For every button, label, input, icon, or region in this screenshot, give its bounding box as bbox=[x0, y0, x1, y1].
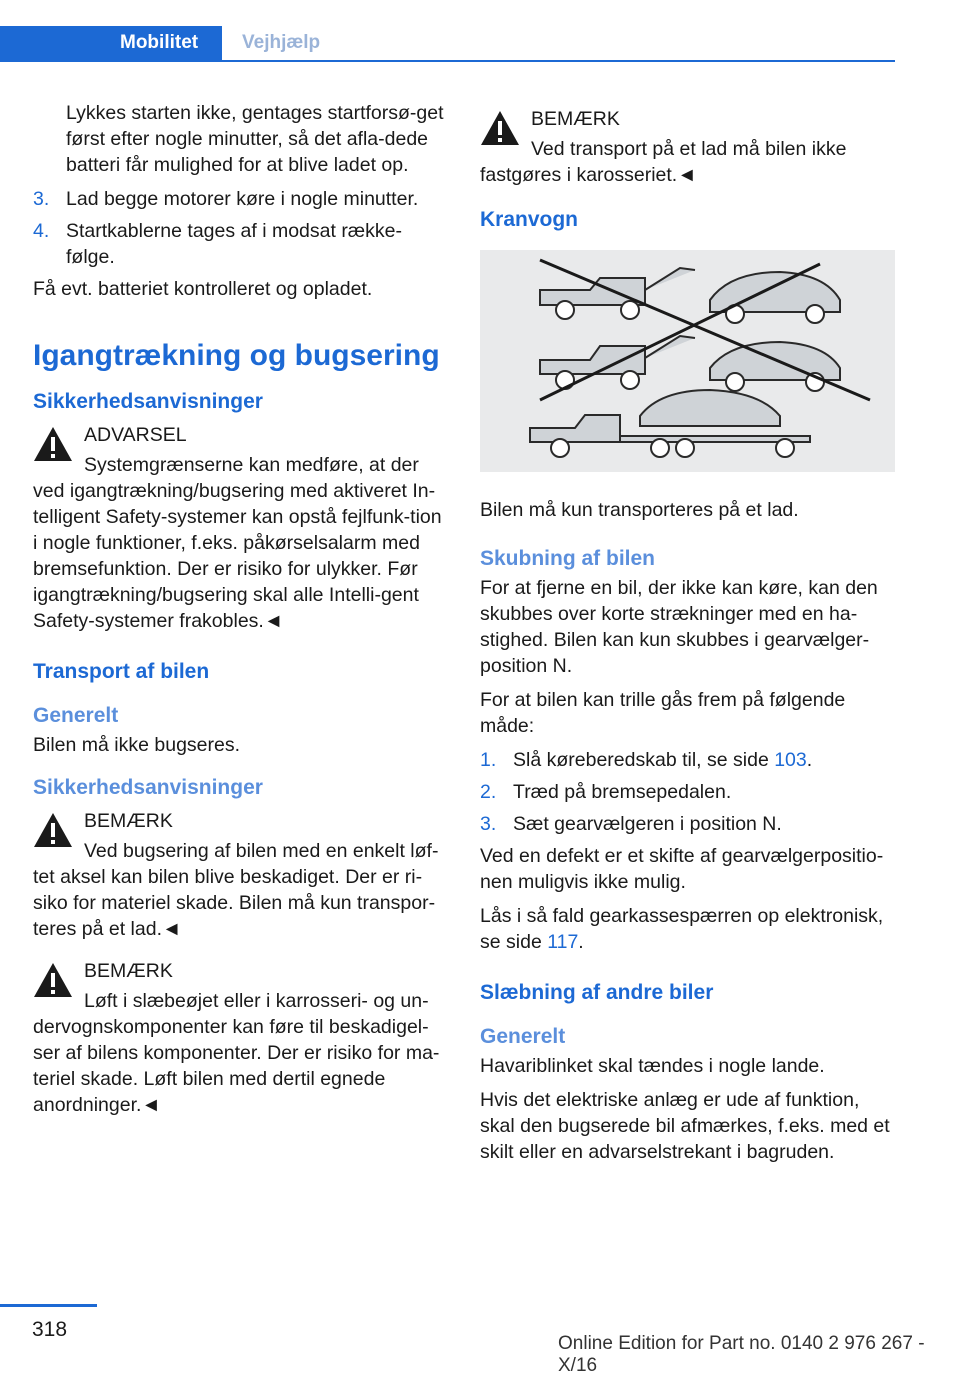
note-label: BEMÆRK bbox=[84, 960, 173, 982]
list-item bbox=[33, 186, 449, 212]
warning-rest: ved igangtrækning/bugsering med aktiveret In-telligent Safety-systemer kan opstå fejlfunk-tion i nogle funktioner, f.eks. påkørselsalarm med bremsefunktion. Der er risiko for ulykker. Før igangtrækning/bugsering skal alle Intelli-gent Safety-systemer frakobles.◄ bbox=[33, 480, 442, 632]
page-header bbox=[0, 0, 895, 62]
steps-list-right bbox=[480, 747, 896, 837]
note-block bbox=[33, 958, 449, 1118]
kranvogn-heading: Kranvogn bbox=[480, 208, 579, 231]
page-link[interactable]: 117 bbox=[547, 931, 579, 953]
havari-text: Havariblinket skal tændes i nogle lande. bbox=[480, 1055, 825, 1077]
step-number: 3. bbox=[480, 813, 497, 835]
safety-heading: Sikkerhedsanvisninger bbox=[33, 390, 263, 413]
warning-icon bbox=[33, 426, 73, 462]
step-text: Lad begge motorer køre i nogle minutter. bbox=[66, 188, 419, 210]
warning-block bbox=[33, 422, 449, 634]
generelt-heading: Generelt bbox=[33, 704, 119, 727]
step-text: Sæt gearvælgeren i position N. bbox=[513, 813, 782, 835]
left-column bbox=[33, 100, 449, 1134]
note-first-line: Ved bugsering af bilen med en enkelt løf- bbox=[84, 840, 439, 862]
step-text: Slå køreberedskab til, se side bbox=[513, 749, 775, 771]
note-block bbox=[33, 808, 449, 942]
step-text-after: . bbox=[806, 749, 813, 771]
skubning-text: For at fjerne en bil, der ikke kan køre, kan den skubbes over korte strækninger med en ha-stighed. Bilen kan kun skubbes i gearvælger-position N. bbox=[480, 577, 878, 677]
skubning-heading: Skubning af bilen bbox=[480, 547, 656, 570]
trille-text: For at bilen kan trille gås frem på følgende måde: bbox=[480, 689, 846, 737]
page-number: 318 bbox=[32, 1318, 68, 1341]
battery-note: Få evt. batteriet kontrolleret og opladet. bbox=[33, 278, 373, 300]
list-item bbox=[480, 811, 896, 837]
footer-divider bbox=[0, 1304, 97, 1307]
note-rest: tet aksel kan bilen blive beskadiget. Der er ri-siko for materiel skade. Bilen må kun transpor-teres på et lad.◄ bbox=[33, 866, 436, 940]
laas-text-after: . bbox=[578, 931, 584, 953]
tab-vejhjaelp[interactable]: Vejhjælp bbox=[242, 32, 321, 53]
transport-heading: Transport af bilen bbox=[33, 660, 210, 683]
slaebning-heading: Slæbning af andre biler bbox=[480, 981, 714, 1004]
warning-icon bbox=[480, 110, 520, 146]
step-number: 3. bbox=[33, 188, 50, 210]
warning-text bbox=[33, 452, 449, 634]
laas-text-main: Lås i så fald gearkassespærren op elektronisk, se side bbox=[480, 905, 884, 953]
note-rest: dervognskomponenter kan føre til beskadigel-ser af bilens komponenter. Der er risiko for ma-teriel skade. Løft bilen med dertil egnede anordninger.◄ bbox=[33, 1016, 440, 1116]
warning-icon bbox=[33, 962, 73, 998]
figure-caption: Bilen må kun transporteres på et lad. bbox=[480, 499, 799, 521]
warning-first-line: Systemgrænserne kan medføre, at der bbox=[84, 454, 419, 476]
note-text bbox=[480, 136, 896, 188]
tab-mobilitet[interactable]: Mobilitet bbox=[0, 26, 222, 60]
note-block bbox=[480, 106, 896, 188]
step-number: 4. bbox=[33, 220, 50, 242]
step-text: Startkablerne tages af i modsat række-følge. bbox=[66, 220, 402, 268]
note-first-line: Løft i slæbeøjet eller i karrosseri- og un- bbox=[84, 990, 429, 1012]
tow-truck-illustration bbox=[480, 250, 895, 472]
laas-text bbox=[480, 903, 896, 955]
warning-icon bbox=[33, 812, 73, 848]
step-number: 2. bbox=[480, 781, 497, 803]
header-divider bbox=[0, 60, 895, 62]
right-column bbox=[480, 100, 896, 1173]
generelt-text: Bilen må ikke bugseres. bbox=[33, 734, 241, 756]
step-number: 1. bbox=[480, 749, 497, 771]
intro-paragraph: Lykkes starten ikke, gentages startforsø-get først efter nogle minutter, så det afla-dede batteri får mulighed for at blive ladet op. bbox=[66, 102, 444, 176]
list-item bbox=[480, 747, 896, 773]
safety-heading-2: Sikkerhedsanvisninger bbox=[33, 776, 263, 799]
step-text: Træd på bremsepedalen. bbox=[513, 781, 732, 803]
generelt-heading-right: Generelt bbox=[480, 1025, 566, 1048]
list-item bbox=[33, 218, 449, 270]
note-rest: fastgøres i karosseriet.◄ bbox=[480, 164, 697, 186]
defekt-text: Ved en defekt er et skifte af gearvælgerpositio-nen muligvis ikke mulig. bbox=[480, 845, 884, 893]
note-text bbox=[33, 988, 449, 1118]
note-text bbox=[33, 838, 449, 942]
page-link[interactable]: 103 bbox=[774, 749, 807, 771]
edition-text: Online Edition for Part no. 0140 2 976 267 - X/16 bbox=[558, 1333, 925, 1376]
section-title: Igangtrækning og bugsering bbox=[33, 339, 440, 372]
note-label: BEMÆRK bbox=[531, 108, 620, 130]
anlaeg-text: Hvis det elektriske anlæg er ude af funktion, skal den bugserede bil afmærkes, f.eks. med et skilt eller en advarselstrekant i bagruden. bbox=[480, 1089, 890, 1163]
list-item bbox=[480, 779, 896, 805]
steps-list-left bbox=[33, 186, 449, 270]
warning-label: ADVARSEL bbox=[84, 424, 187, 446]
note-label: BEMÆRK bbox=[84, 810, 173, 832]
note-first-line: Ved transport på et lad må bilen ikke bbox=[531, 138, 847, 160]
